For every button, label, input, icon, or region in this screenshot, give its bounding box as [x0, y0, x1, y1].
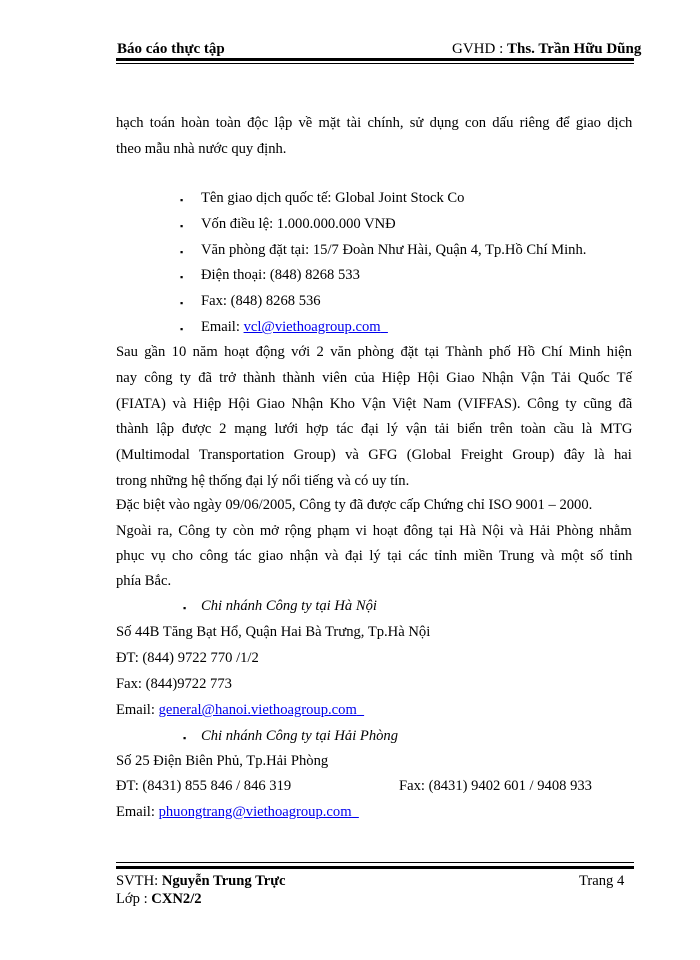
info-fax: Fax: (848) 8268 536	[201, 293, 321, 309]
iso-line: Đặc biệt vào ngày 09/06/2005, Công ty đã được cấp Chứng chỉ ISO 9001 – 2000.	[116, 497, 593, 513]
haiphong-email-link-tail[interactable]	[352, 804, 359, 820]
haiphong-phone: ĐT: (8431) 855 846 / 846 319	[116, 778, 292, 794]
expansion-line-1: Ngoài ra, Công ty còn mở rộng phạm vi hoạt đông tại Hà Nội và Hải Phòng nhằm	[116, 523, 632, 539]
hanoi-email-label: Email:	[116, 702, 159, 718]
history-line-3: (FIATA) và Hiệp Hội Giao Nhận Kho Vận Việt Nam (VIFFAS). Công ty cũng đã	[116, 396, 633, 412]
hanoi-phone: ĐT: (844) 9722 770 /1/2	[116, 650, 259, 666]
bullet-icon: ▪	[180, 247, 184, 257]
intro-line-2: theo mẫu nhà nước quy định.	[116, 141, 287, 157]
haiphong-fax: Fax: (8431) 9402 601 / 9408 933	[399, 778, 592, 794]
bullet-icon: ▪	[180, 324, 184, 334]
hanoi-address: Số 44B Tăng Bạt Hổ, Quận Hai Bà Trưng, Tp.Hà Nội	[116, 624, 431, 640]
hanoi-email	[116, 702, 364, 719]
history-line-1: Sau gần 10 năm hoạt động với 2 văn phòng đặt tại Thành phố Hồ Chí Minh hiện	[116, 344, 632, 360]
footer-rule-thick	[116, 866, 634, 869]
bullet-icon: ▪	[183, 733, 187, 743]
info-phone: Điện thoại: (848) 8268 533	[201, 267, 360, 283]
company-email-link-tail[interactable]	[381, 319, 388, 335]
bullet-icon: ▪	[180, 195, 184, 205]
haiphong-email-link[interactable]: phuongtrang@viethoagroup.com	[158, 804, 352, 820]
footer-page-number: Trang 4	[579, 873, 625, 889]
history-line-6: trong những hệ thống đại lý nổi tiếng và có uy tín.	[116, 473, 410, 489]
expansion-line-3: phía Bắc.	[116, 573, 172, 589]
bullet-icon: ▪	[180, 221, 184, 231]
footer-rule-thin	[116, 862, 634, 863]
header-advisor-name: Ths. Trần Hữu Dũng	[507, 41, 642, 57]
info-office: Văn phòng đặt tại: 15/7 Đoàn Như Hài, Quận 4, Tp.Hồ Chí Minh.	[201, 242, 587, 258]
haiphong-email-label: Email:	[116, 804, 159, 820]
info-trade-name: Tên giao dịch quốc tế: Global Joint Stock Co	[201, 190, 465, 206]
intro-line-1: hạch toán hoàn toàn độc lập về mặt tài chính, sử dụng con dấu riêng để giao dịch	[116, 115, 633, 131]
header-advisor	[452, 41, 641, 58]
footer-class	[116, 891, 202, 908]
footer-student-name: Nguyễn Trung Trực	[161, 873, 286, 889]
hanoi-email-link-tail[interactable]	[357, 702, 364, 718]
info-capital: Vốn điều lệ: 1.000.000.000 VNĐ	[201, 216, 396, 232]
info-email-label: Email:	[201, 319, 244, 335]
bullet-icon: ▪	[180, 272, 184, 282]
hanoi-branch-title: Chi nhánh Công ty tại Hà Nội	[201, 598, 377, 614]
hanoi-fax: Fax: (844)9722 773	[116, 676, 232, 692]
expansion-line-2: phục vụ cho công tác giao nhận và đại lý tại các tỉnh miền Trung và một số tỉnh	[116, 548, 633, 564]
bullet-icon: ▪	[180, 298, 184, 308]
bullet-icon: ▪	[183, 603, 187, 613]
header-report-title: Báo cáo thực tập	[117, 41, 225, 57]
company-email-link[interactable]: vcl@viethoagroup.com	[243, 319, 381, 335]
info-email	[201, 319, 388, 336]
header-rule-thick	[116, 58, 634, 61]
header-advisor-label: GVHD :	[452, 41, 507, 57]
haiphong-branch-title: Chi nhánh Công ty tại Hải Phòng	[201, 728, 399, 744]
footer-student	[116, 873, 285, 890]
header-rule-thin	[116, 63, 634, 64]
history-line-4: thành lập được 2 mạng lưới hợp tác đại lý vận tải biển trên toàn cầu là MTG	[116, 421, 633, 437]
haiphong-email	[116, 804, 359, 821]
footer-class-label: Lớp :	[116, 891, 152, 907]
hanoi-email-link[interactable]: general@hanoi.viethoagroup.com	[158, 702, 357, 718]
haiphong-address: Số 25 Điện Biên Phủ, Tp.Hải Phòng	[116, 753, 329, 769]
footer-class-value: CXN2/2	[151, 891, 202, 907]
history-line-5: (Multimodal Transportation Group) và GFG (Global Freight Group) đây là hai	[116, 447, 632, 463]
history-line-2: nay công ty đã trở thành thành viên của Hiệp Hội Giao Nhận Vận Tải Quốc Tế	[116, 370, 633, 386]
footer-student-label: SVTH:	[116, 873, 162, 889]
